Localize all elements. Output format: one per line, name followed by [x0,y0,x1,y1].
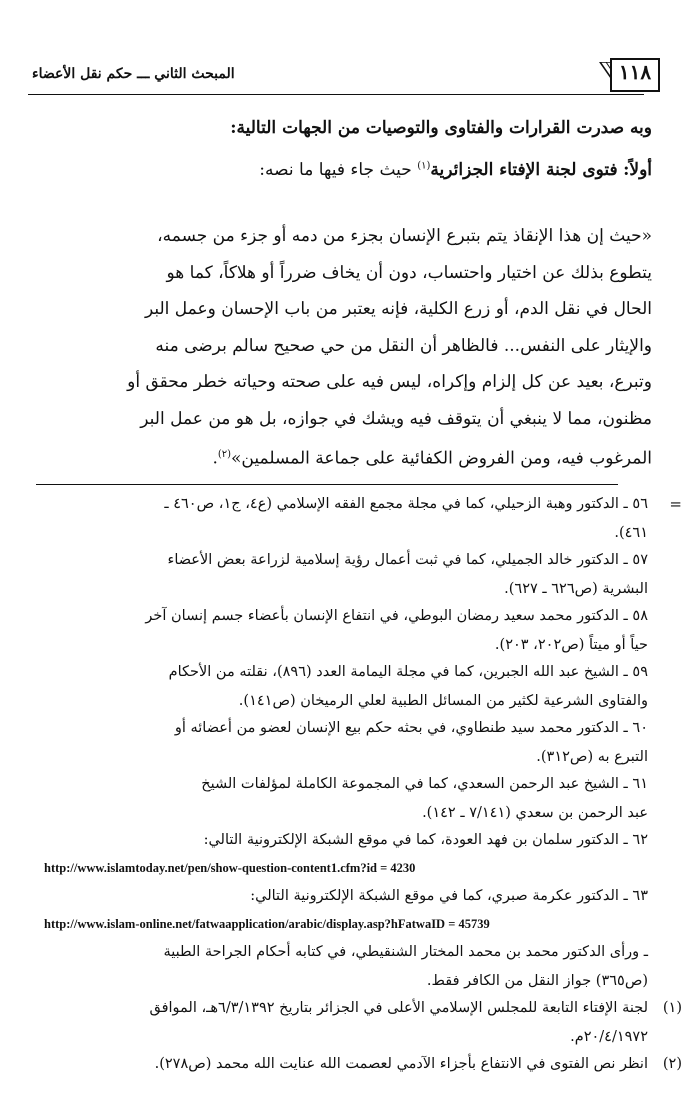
footnote-line: ٦٠ ـ الدكتور محمد سيد طنطاوي، في بحثه حكم بيع الإنسان لعضو من أعضائه أو [174,720,648,736]
footnote-line: ٤٦١). [614,524,648,541]
footnote-1 [44,994,682,1051]
footnote-line: انظر نص الفتوى في الانتفاع بأجزاء الآدمي لعصمت الله عنايت الله محمد (ص٢٧٨). [154,1056,648,1072]
page-number: ١١٨ [618,60,652,84]
quote-line-last [38,437,652,477]
footnote-line: حياً أو ميتاً (ص٢٠٢، ٢٠٣). [494,636,648,653]
footnote-url: http://www.islam-online.net/fatwaapplication/arabic/display.asp?hFatwaID = 45739 [44,917,490,931]
footnote-58 [44,602,648,659]
continuation-mark: = [669,495,682,513]
footnote-line: التبرع به (ص٣١٢). [536,748,648,765]
footnote-line: ٥٧ ـ الدكتور خالد الجميلي، كما في ثبت أعمال رؤية إسلامية لزراعة بعض الأعضاء [167,552,648,568]
first-fatwa-heading [259,160,652,180]
footnote-63 [44,882,648,931]
footnote-57 [44,546,648,603]
fatwa-title: فتوى لجنة الإفتاء الجزائرية [430,160,618,180]
footnote-line: (ص٣٦٥) جواز النقل من الكافر فقط. [426,972,648,989]
footnote-line: البشرية (ص٦٢٦ ـ ٦٢٧). [504,580,648,597]
heading-rest: حيث جاء فيها ما نصه: [259,160,418,180]
footnote-ref-1: (١) [417,160,431,172]
running-header [28,56,666,96]
footnote-line: ٥٦ ـ الدكتور وهبة الزحيلي، كما في مجلة مجمع الفقه الإسلامي (ع٤، ج١، ص٤٦٠ ـ [164,496,648,512]
footnote-line: ٦٣ ـ الدكتور عكرمة صبري، كما في موقع الشبكة الإلكترونية التالي: [250,888,648,904]
footnote-61 [44,770,648,827]
quote-line: وتبرع، بعيد عن كل إلزام وإكراه، ليس فيه على صحته وحياته خطر محقق أو [127,372,652,392]
intro-line: وبه صدرت القرارات والفتاوى والتوصيات من الجهات التالية: [230,118,652,138]
first-label: أولاً: [623,160,652,180]
footnote-60 [44,714,648,771]
footnote-mark: (١) [662,1000,682,1016]
quote-line: مظنون، مما لا ينبغي أن يتوقف فيه ويشك في جوازه، بل هو من عمل البر [140,408,652,429]
footnote-line: ٥٨ ـ الدكتور محمد سعيد رمضان البوطي، في انتفاع الإنسان بأعضاء جسم إنسان آخر [145,608,648,624]
quote-line: يتطوع بذلك عن اختيار واحتساب، دون أن يخاف ضرراً أو هلاكاً، كما هو [166,262,652,283]
footnote-line: ٦٢ ـ الدكتور سلمان بن فهد العودة، كما في موقع الشبكة الإلكترونية التالي: [203,832,648,848]
quote-line: «حيث إن هذا الإنقاذ يتم بتبرع الإنسان بجزء من دمه أو جزء من جسمه، [157,226,652,246]
quote-end: . [212,448,218,469]
fatwa-quote [38,218,652,477]
header-rule [28,94,644,95]
footnote-shinqiti [44,938,648,995]
chapter-title: المبحث الثاني ـــ حكم نقل الأعضاء [32,66,235,82]
footnote-separator [36,484,618,485]
footnote-line: والفتاوى الشرعية لكثير من المسائل الطبية لعلي الرميخان (ص١٤١). [238,692,648,709]
footnote-mark: (٢) [662,1056,682,1072]
footnote-url: http://www.islamtoday.net/pen/show-question-content1.cfm?id = 4230 [44,861,416,875]
footnote-ref-2: (٢) [217,449,232,460]
footnote-continued-56 [44,490,682,547]
footnote-59 [44,658,648,715]
footnote-62 [44,826,648,875]
footnote-line: عبد الرحمن بن سعدي (٧/١٤١ ـ ١٤٢). [422,804,648,821]
footnote-line: ٥٩ ـ الشيخ عبد الله الجبرين، كما في مجلة اليمامة العدد (٨٩٦)، نقلته من الأحكام [168,664,648,680]
quote-line: والإيثار على النفس... فالظاهر أن النقل من حي صحيح سالم برضى منه [155,335,652,356]
quote-text: المرغوب فيه، ومن الفروض الكفائية على جماعة المسلمين» [231,448,652,469]
footnote-line: ٦١ ـ الشيخ عبد الرحمن السعدي، كما في المجموعة الكاملة لمؤلفات الشيخ [201,776,648,792]
page-number-badge [594,58,660,92]
footnote-2 [44,1050,682,1079]
footnote-line: ـ ورأى الدكتور محمد بن محمد المختار الشنقيطي، في كتابه أحكام الجراحة الطبية [163,944,648,960]
footnote-line: ٢٠/٤/١٩٧٢م. [570,1028,648,1045]
quote-line: الحال في نقل الدم، أو زرع الكلية، فإنه يعتبر من باب الإحسان وعمل البر [144,299,652,319]
footnote-line: لجنة الإفتاء التابعة للمجلس الإسلامي الأعلى في الجزائر بتاريخ ٦/٣/١٣٩٢هـ، الموافق [149,1000,648,1016]
